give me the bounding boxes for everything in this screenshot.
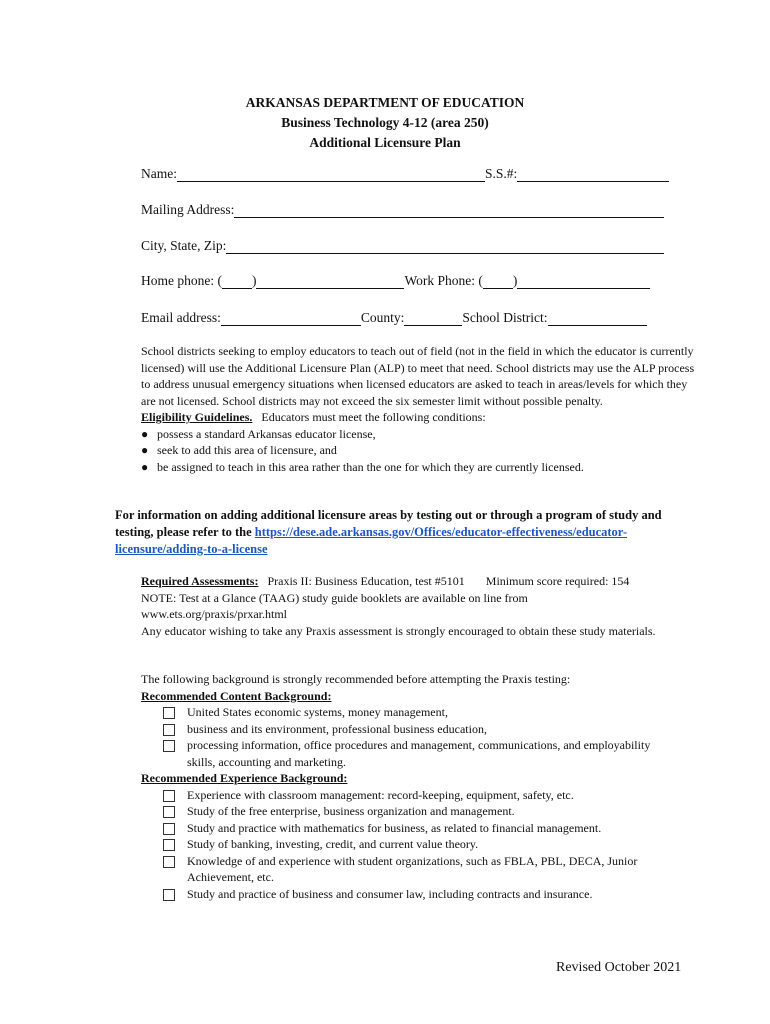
licensure-link[interactable]: https://dese.ade.arkansas.gov/Offices/educator-effectiveness/educator-licensure/adding-to-a-license <box>115 525 628 556</box>
background-intro: The following background is strongly recommended before attempting the Praxis testing: <box>141 672 571 686</box>
bullet-icon: ● <box>141 443 149 457</box>
list-item: United States economic systems, money management, <box>141 704 696 721</box>
assessments-heading: Required Assessments: <box>141 574 259 588</box>
email-label: Email address: <box>141 310 221 325</box>
county-field[interactable] <box>404 311 462 326</box>
list-item: processing information, office procedures and management, communications, and employability skills, accounting and marketing. <box>141 737 696 770</box>
assessment-line <box>141 573 696 590</box>
checkbox-icon[interactable] <box>163 839 175 851</box>
city-state-zip-field[interactable] <box>226 239 664 254</box>
content-background-list <box>141 704 696 770</box>
home-phone-field[interactable] <box>256 274 404 289</box>
praxis-test: Praxis II: Business Education, test #5101 <box>267 574 465 588</box>
name-field[interactable] <box>177 167 485 182</box>
background-section <box>141 671 696 902</box>
content-background-heading: Recommended Content Background: <box>141 688 332 703</box>
list-item: Study of banking, investing, credit, and current value theory. <box>141 836 696 853</box>
list-item: Study and practice of business and consumer law, including contracts and insurance. <box>141 886 696 903</box>
school-district-label: School District: <box>462 310 548 325</box>
plan-title: Additional Licensure Plan <box>309 135 461 150</box>
list-item: Experience with classroom management: record-keeping, equipment, safety, etc. <box>141 787 696 804</box>
list-item: ● be assigned to teach in this area rather than the one for which they are currently licensed. <box>141 459 584 474</box>
ssn-field[interactable] <box>517 167 669 182</box>
note-line-1: NOTE: Test at a Glance (TAAG) study guide booklets are available on line from <box>141 590 528 605</box>
agency-title: ARKANSAS DEPARTMENT OF EDUCATION <box>245 95 525 110</box>
work-phone-field[interactable] <box>517 274 650 289</box>
revision-date: Revised October 2021 <box>556 960 682 975</box>
city-state-zip-label: City, State, Zip: <box>141 238 227 253</box>
work-area-code-field[interactable] <box>483 274 513 289</box>
name-ssn-row <box>141 166 681 182</box>
home-paren-close: ) <box>251 273 257 288</box>
city-row <box>141 238 681 254</box>
eligibility-paragraph <box>141 409 696 426</box>
intro-paragraph: School districts seeking to employ educators to teach out of field (not in the field in which the educator is currently licensed) will use the Additional Licensure Plan (ALP) to meet that need. School districts may use the ALP process to address unusual emergency situations when licensed educators are asked to teach in areas/levels for which they are not licensed. School districts may not exceed the six semester limit without possible penalty. <box>141 344 695 408</box>
eligibility-text: Educators must meet the following conditions: <box>261 410 486 424</box>
work-paren-close: ) <box>512 273 518 288</box>
home-phone-label: Home phone: ( <box>141 273 222 288</box>
county-label: County: <box>360 310 405 325</box>
bullet-icon: ● <box>141 459 149 474</box>
list-item: Study and practice with mathematics for business, as related to financial management. <box>141 820 696 837</box>
info-text: For information on adding additional licensure areas by testing out or through a program of study and testing, please refer to the <box>115 508 662 539</box>
checkbox-icon[interactable] <box>163 740 175 752</box>
experience-background-heading: Recommended Experience Background: <box>141 771 348 785</box>
list-item: Study of the free enterprise, business organization and management. <box>141 803 696 820</box>
email-county-district-row <box>141 310 681 326</box>
checkbox-icon[interactable] <box>163 823 175 835</box>
checkbox-icon[interactable] <box>163 889 175 901</box>
mailing-address-field[interactable] <box>234 203 664 218</box>
checkbox-icon[interactable] <box>163 856 175 868</box>
ssn-label: S.S.#: <box>485 166 518 181</box>
phone-row <box>141 273 681 289</box>
list-item: ● possess a standard Arkansas educator license, <box>141 426 376 441</box>
minimum-score: Minimum score required: 154 <box>485 574 630 588</box>
info-section <box>115 507 675 558</box>
mailing-row <box>141 202 681 218</box>
experience-background-list <box>141 787 696 903</box>
list-item: Knowledge of and experience with student organizations, such as FBLA, PBL, DECA, Junior Achievement, etc. <box>141 853 696 886</box>
checkbox-icon[interactable] <box>163 724 175 736</box>
document-header <box>0 93 770 153</box>
intro-section <box>141 343 696 475</box>
email-field[interactable] <box>221 311 361 326</box>
list-item: ● seek to add this area of licensure, and <box>141 443 337 457</box>
mailing-address-label: Mailing Address: <box>141 202 235 217</box>
eligibility-heading: Eligibility Guidelines. <box>141 410 253 424</box>
school-district-field[interactable] <box>548 311 647 326</box>
home-area-code-field[interactable] <box>222 274 252 289</box>
name-label: Name: <box>141 166 177 181</box>
note-line-3: Any educator wishing to take any Praxis assessment is strongly encouraged to obtain these study materials. <box>141 623 656 638</box>
subject-area-title: Business Technology 4-12 (area 250) <box>281 115 489 130</box>
note-line-2: www.ets.org/praxis/prxar.html <box>141 607 287 621</box>
checkbox-icon[interactable] <box>163 790 175 802</box>
checkbox-icon[interactable] <box>163 707 175 719</box>
eligibility-list <box>141 426 696 476</box>
work-phone-label: Work Phone: ( <box>404 273 483 288</box>
list-item: business and its environment, professional business education, <box>141 721 696 738</box>
checkbox-icon[interactable] <box>163 806 175 818</box>
assessments-section <box>141 573 696 639</box>
bullet-icon: ● <box>141 426 149 441</box>
